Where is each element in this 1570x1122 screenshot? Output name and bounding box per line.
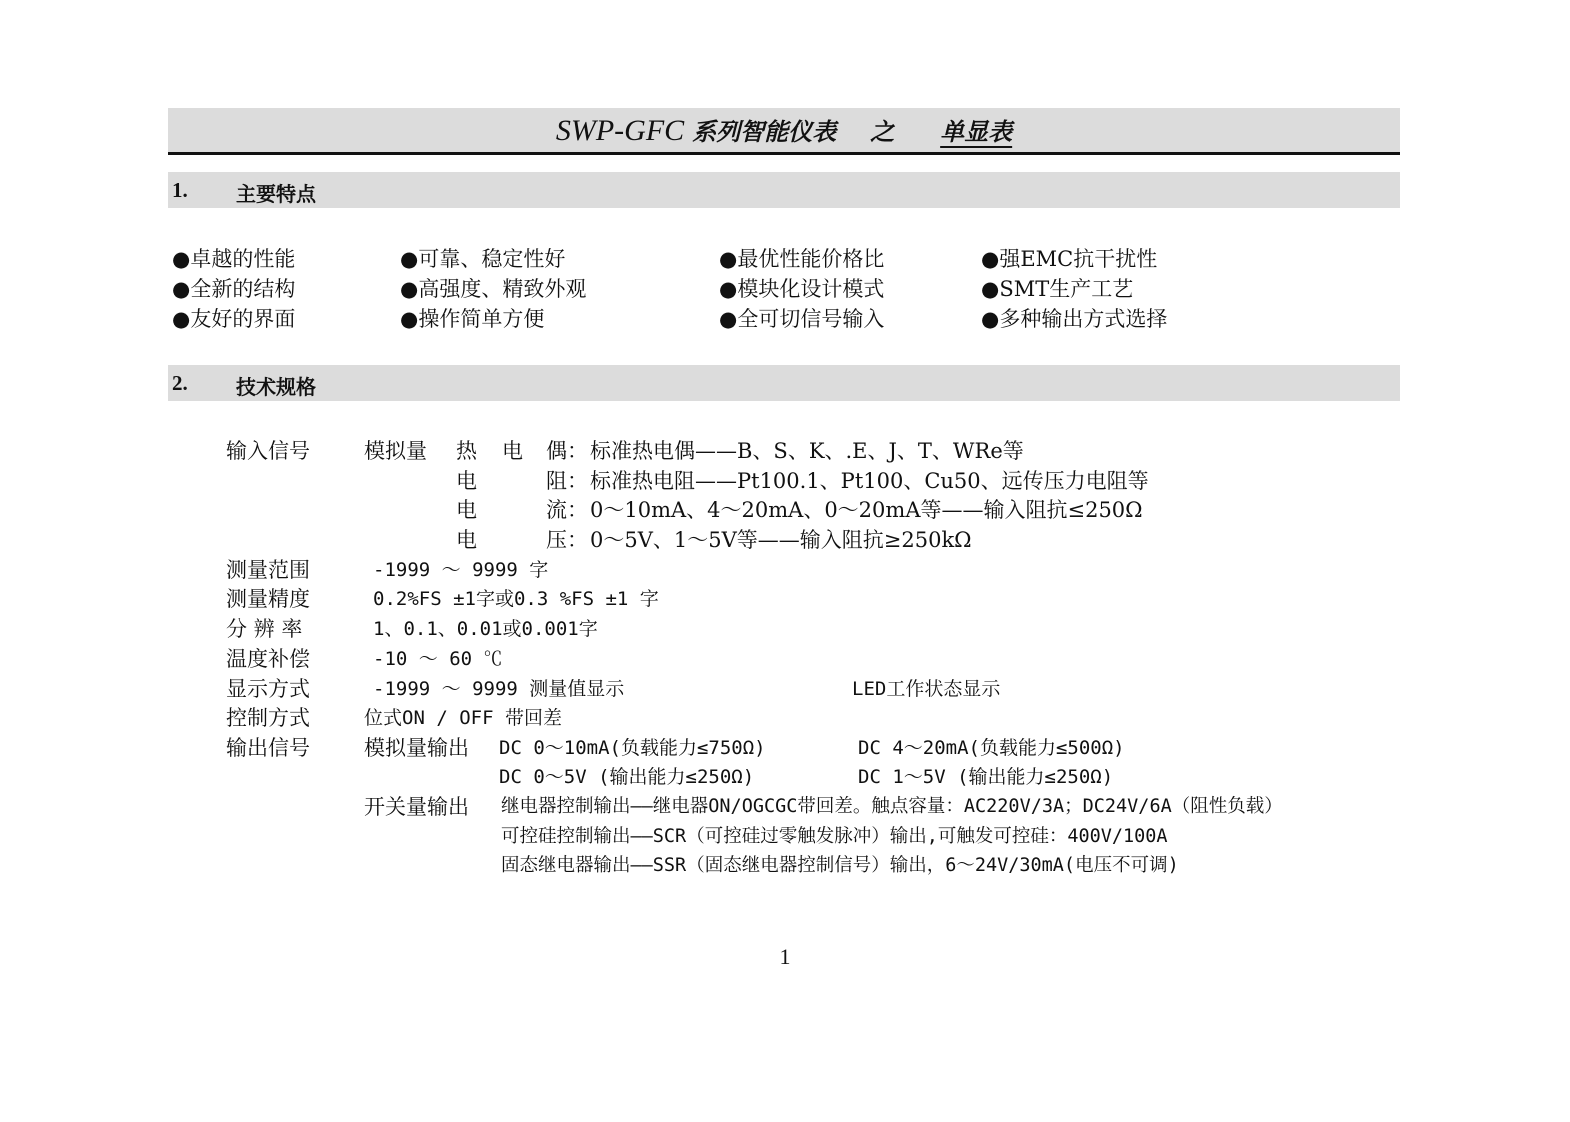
spec-value-display-led: LED工作状态显示 <box>852 678 1001 700</box>
feature-item: ●SMT生产工艺 <box>981 277 1134 301</box>
feature-item: ●友好的界面 <box>172 307 296 331</box>
input-type-a: 电 <box>456 528 477 552</box>
output-analog-value: DC 4～20mA(负载能力≤500Ω) <box>858 737 1125 759</box>
page-title <box>168 112 1400 148</box>
spec-label-control: 控制方式 <box>226 706 310 730</box>
input-type-c: 流： <box>546 498 588 522</box>
output-switch-ssr: 固态继电器输出——SSR（固态继电器控制信号）输出，6～24V/30mA(电压不可调) <box>501 855 1179 876</box>
spec-value-range: -1999 ～ 9999 字 <box>373 559 549 581</box>
spec-label-display: 显示方式 <box>226 677 310 701</box>
features-column-3 <box>719 244 884 334</box>
spec-label-range: 测量范围 <box>226 558 310 582</box>
output-switch-relay: 继电器控制输出——继电器ON/OGCGC带回差。触点容量：AC220V/3A；DC24V/6A（阻性负载） <box>501 796 1283 817</box>
feature-item: ●高强度、精致外观 <box>400 277 587 301</box>
spec-value-compensation: -10 ～ 60 ℃ <box>373 648 503 670</box>
spec-value-resolution: 1、0.1、0.01或0.001字 <box>373 618 598 640</box>
feature-item: ●卓越的性能 <box>172 247 296 271</box>
input-value-voltage: 0～5V、1～5V等——输入阻抗≥250kΩ <box>590 528 972 552</box>
features-column-2 <box>400 244 586 334</box>
title-bar <box>168 108 1400 155</box>
features-column-1 <box>172 244 295 334</box>
features-column-4 <box>981 244 1167 334</box>
spec-label-output: 输出信号 <box>226 736 310 760</box>
input-value-thermocouple: 标准热电偶——B、S、K、.E、J、T、WRe等 <box>590 439 1024 463</box>
output-switch-scr: 可控硅控制输出——SCR（可控硅过零触发脉冲）输出,可触发可控硅：400V/100A <box>501 826 1168 847</box>
section-2-number: 2. <box>172 371 188 395</box>
input-type-c: 阻： <box>546 469 588 493</box>
title-model: SWP-GFC <box>555 114 685 147</box>
spec-value-control: 位式ON / OFF 带回差 <box>364 707 562 729</box>
spec-value-display: -1999 ～ 9999 测量值显示 <box>373 678 625 700</box>
title-series: 系列智能仪表 <box>692 117 837 146</box>
feature-item: ●全可切信号输入 <box>719 307 885 331</box>
spec-input-analog: 模拟量 <box>364 439 427 463</box>
feature-item: ●模块化设计模式 <box>719 277 885 301</box>
output-analog-label: 模拟量输出 <box>364 736 469 760</box>
spec-label-resolution: 分 辨 率 <box>226 617 303 641</box>
spec-label-input: 输入信号 <box>226 439 310 463</box>
spec-value-accuracy: 0.2%FS ±1字或0.3 %FS ±1 字 <box>373 588 659 610</box>
output-switch-label: 开关量输出 <box>364 795 469 819</box>
input-type-a: 热 <box>456 439 477 463</box>
section-2-heading <box>168 365 1400 401</box>
input-type-c: 压： <box>546 528 588 552</box>
input-type-c: 偶： <box>546 439 588 463</box>
input-type-a: 电 <box>456 469 477 493</box>
feature-item: ●强EMC抗干扰性 <box>981 247 1158 271</box>
feature-item: ●最优性能价格比 <box>719 247 885 271</box>
input-type-a: 电 <box>456 498 477 522</box>
input-value-rtd: 标准热电阻——Pt100.1、Pt100、Cu50、远传压力电阻等 <box>590 469 1149 493</box>
output-analog-value: DC 1～5V (输出能力≤250Ω) <box>858 766 1114 788</box>
feature-item: ●操作简单方便 <box>400 307 545 331</box>
output-analog-value: DC 0～5V (输出能力≤250Ω) <box>499 766 755 788</box>
title-zhi: 之 <box>870 117 895 146</box>
feature-item: ●可靠、稳定性好 <box>400 247 566 271</box>
title-product-name: 单显表 <box>940 117 1013 146</box>
section-1-heading <box>168 172 1400 208</box>
spec-label-accuracy: 测量精度 <box>226 587 310 611</box>
output-analog-value: DC 0～10mA(负载能力≤750Ω) <box>499 737 766 759</box>
spec-label-compensation: 温度补偿 <box>226 647 310 671</box>
feature-item: ●全新的结构 <box>172 277 296 301</box>
input-value-current: 0～10mA、4～20mA、0～20mA等——输入阻抗≤250Ω <box>590 498 1143 522</box>
section-1-title: 主要特点 <box>236 182 316 206</box>
page-number: 1 <box>779 944 791 969</box>
section-2-title: 技术规格 <box>236 375 316 399</box>
input-type-b: 电 <box>502 439 523 463</box>
feature-item: ●多种输出方式选择 <box>981 307 1168 331</box>
section-1-number: 1. <box>172 178 188 202</box>
